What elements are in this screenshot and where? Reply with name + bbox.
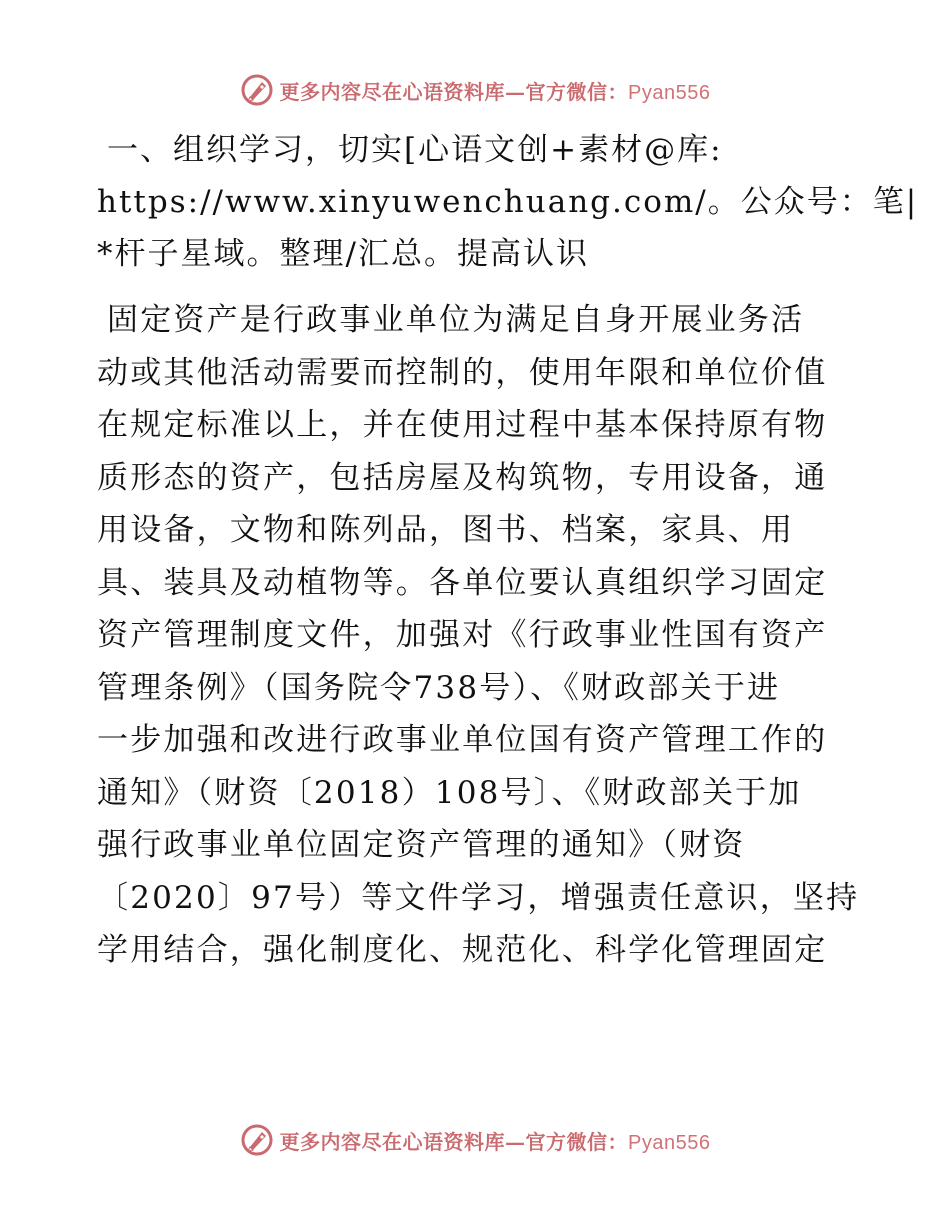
banner-site-name: 更多内容尽在心语资料库	[279, 1129, 506, 1154]
banner-wechat-label: 官方微信：	[525, 79, 629, 104]
paragraph-line: 质形态的资产，包括房屋及构筑物，专用设备，通	[97, 459, 828, 496]
paragraph-line: 在规定标准以上，并在使用过程中基本保持原有物	[97, 407, 828, 443]
paragraph-line: 资产管理制度文件，加强对《行政事业性国有资产	[97, 617, 828, 653]
footer-banner	[0, 1120, 950, 1160]
paragraph-line: 管理条例》（国务院令738号）、《财政部关于进	[97, 669, 781, 706]
paragraph-line: 通知》（财资〔2018）108号〕、《财政部关于加	[97, 774, 802, 811]
banner-text	[280, 76, 711, 105]
banner-separator: —	[505, 1129, 526, 1154]
section-heading	[97, 124, 919, 280]
banner-wechat-id: Pyan556	[628, 81, 711, 104]
pen-nib-logo-icon	[240, 73, 274, 107]
heading-line: *杆子星域。整理/汇总。提高认识	[97, 236, 589, 272]
paragraph-line: 用设备，文物和陈列品，图书、档案，家具、用	[97, 512, 795, 548]
banner-wechat-id: Pyan556	[628, 1131, 711, 1154]
heading-line: 一、组织学习，切实[心语文创+素材@库:	[107, 132, 723, 168]
banner-wechat-label: 官方微信：	[525, 1129, 629, 1154]
pen-nib-logo-icon	[240, 1123, 274, 1157]
header-banner	[0, 70, 950, 110]
paragraph-line: 学用结合，强化制度化、规范化、科学化管理固定	[97, 932, 828, 968]
paragraph-line: 一步加强和改进行政事业单位国有资产管理工作的	[97, 722, 828, 758]
banner-site-name: 更多内容尽在心语资料库	[279, 79, 506, 104]
paragraph-line: 动或其他活动需要而控制的，使用年限和单位价值	[97, 354, 828, 391]
banner-text	[280, 1126, 711, 1155]
paragraph-line: 〔2020〕97号）等文件学习，增强责任意识，坚持	[97, 879, 860, 916]
paragraph-line: 强行政事业单位固定资产管理的通知》（财资	[97, 827, 746, 863]
paragraph-line: 固定资产是行政事业单位为满足自身开展业务活	[107, 302, 805, 338]
heading-line: https://www.xinyuwenchuang.com/。公众号：笔|	[97, 184, 919, 220]
document-content	[97, 124, 919, 977]
body-paragraph	[97, 294, 860, 977]
banner-separator: —	[505, 79, 526, 104]
paragraph-line: 具、装具及动植物等。各单位要认真组织学习固定	[97, 564, 828, 601]
